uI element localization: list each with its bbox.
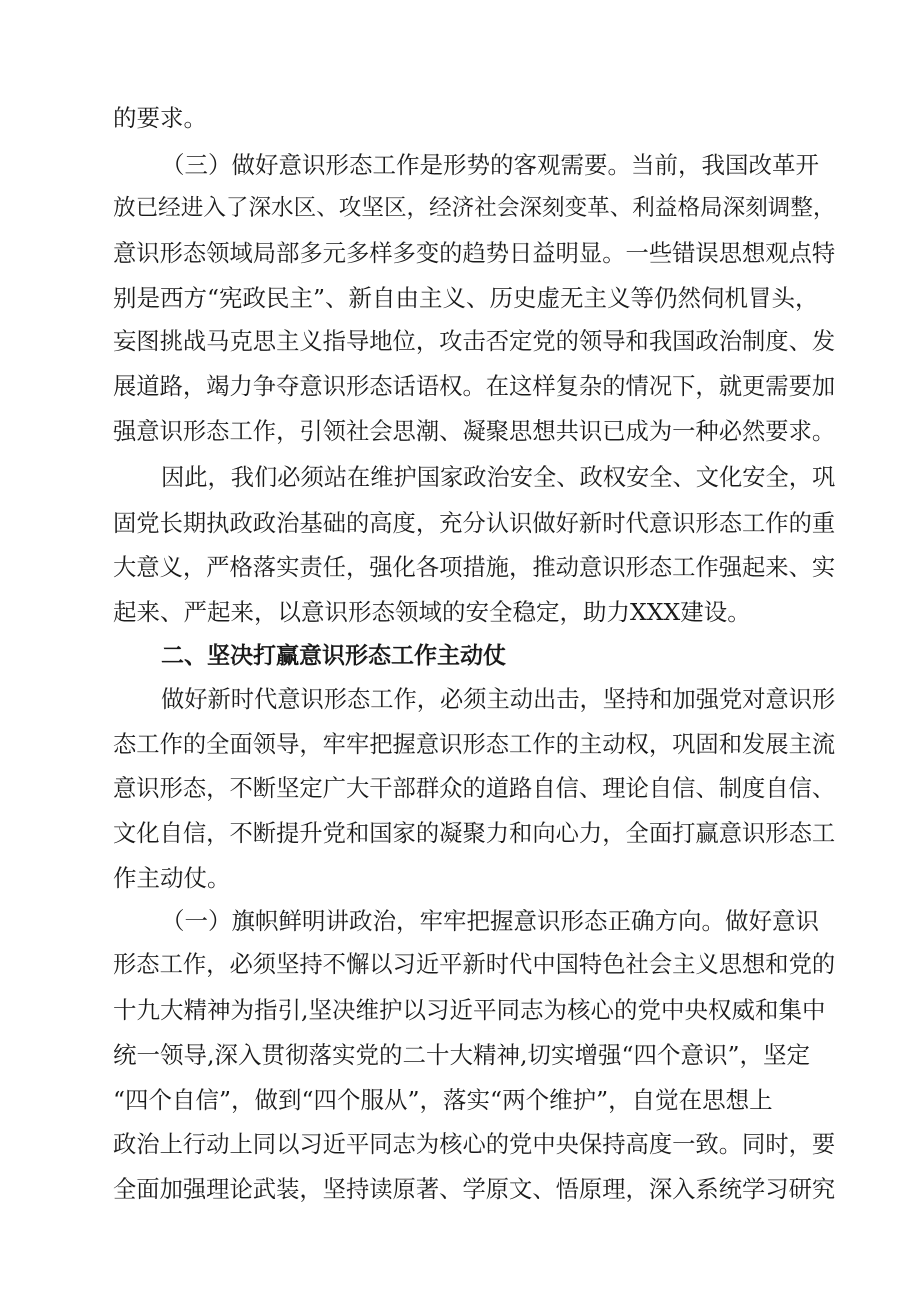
- text-line: 大意义，严格落实责任，强化各项措施，推动意识形态工作强起来、实: [113, 554, 836, 581]
- text-line: 统一领导,深入贯彻落实党的二十大精神,切实增强“四个意识”，坚定: [113, 1041, 810, 1069]
- text-line: 的要求。: [113, 104, 207, 132]
- text-line: 别是西方“宪政民主”、新自由主义、历史虚无主义等仍然伺机冒头，: [113, 284, 819, 312]
- text-line: 意识形态，不断坚定广大干部群众的道路自信、理论自信、制度自信、: [113, 775, 836, 802]
- text-line: 妄图挑战马克思主义指导地位，攻击否定党的领导和我国政治制度、发: [113, 328, 836, 355]
- text-line: 政治上行动上同以习近平同志为核心的党中央保持高度一致。同时，要: [113, 1131, 836, 1158]
- text-line: 文化自信，不断提升党和国家的凝聚力和向心力，全面打赢意识形态工: [113, 820, 836, 847]
- section-heading: 二、坚决打赢意识形态工作主动仗: [161, 643, 506, 669]
- text-line: 形态工作，必须坚持不懈以习近平新时代中国特色社会主义思想和党的: [113, 951, 836, 978]
- text-line: “四个自信”，做到“四个服从”，落实“两个维护”，自觉在思想上: [113, 1086, 773, 1114]
- text-line: 态工作的全面领导，牢牢把握意识形态工作的主动权，巩固和发展主流: [113, 731, 836, 758]
- text-line: （一）旗帜鲜明讲政治，牢牢把握意识形态正确方向。做好意识: [161, 907, 819, 935]
- text-line: 做好新时代意识形态工作，必须主动出击，坚持和加强党对意识形: [161, 686, 836, 713]
- text-line: 因此，我们必须站在维护国家政治安全、政权安全、文化安全，巩: [161, 464, 836, 491]
- text-line: 意识形态领域局部多元多样多变的趋势日益明显。一些错误思想观点特: [113, 240, 836, 267]
- text-line: 强意识形态工作，引领社会思潮、凝聚思想共识已成为一种必然要求。: [113, 418, 836, 445]
- text-line: 展道路，竭力争夺意识形态话语权。在这样复杂的情况下，就更需要加: [113, 373, 836, 400]
- text-line: 十九大精神为指引,坚决维护以习近平同志为核心的党中央权威和集中: [113, 996, 826, 1024]
- text-line: 固党长期执政政治基础的高度，充分认识做好新时代意识形态工作的重: [113, 510, 836, 537]
- text-line: （三）做好意识形态工作是形势的客观需要。当前，我国改革开: [161, 151, 819, 179]
- text-line: 作主动仗。: [113, 864, 231, 892]
- text-line: 放已经进入了深水区、攻坚区，经济社会深刻变革、利益格局深刻调整，: [113, 195, 836, 221]
- text-line: 全面加强理论武装，坚持读原著、学原文、悟原理，深入系统学习研究: [113, 1176, 836, 1203]
- text-line: 起来、严起来，以意识形态领域的安全稳定，助力XXX建设。: [113, 598, 751, 626]
